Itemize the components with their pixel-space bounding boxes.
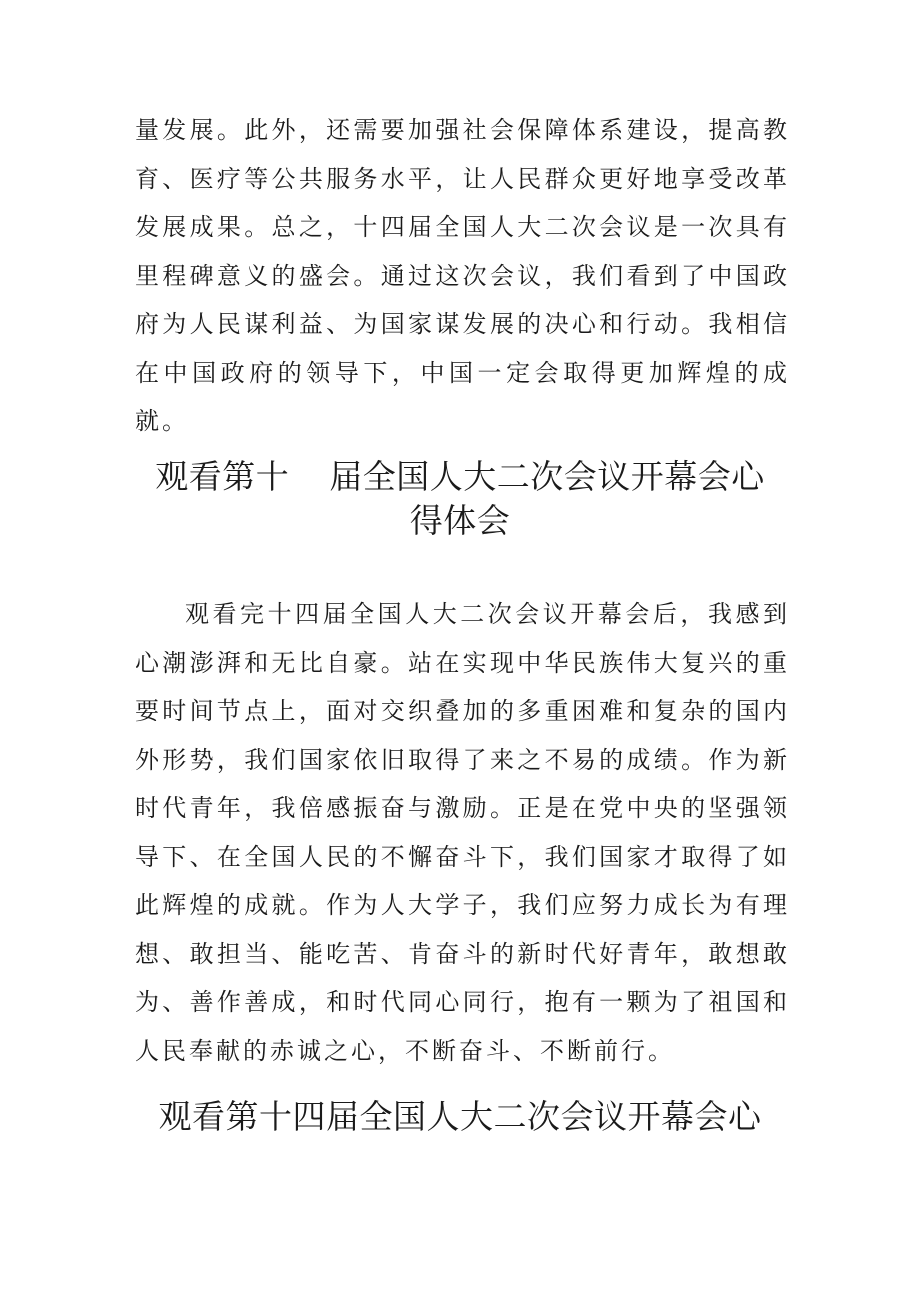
heading-text-line1: 观看第十四届全国人大二次会议开幕会心 <box>158 1097 762 1136</box>
heading-text-part: 观看第十 <box>155 457 290 496</box>
paragraph-continuation: 量发展。此外，还需要加强社会保障体系建设，提高教育、医疗等公共服务水平，让人民群众更好地享受改革发展成果。总之，十四届全国人大二次会议是一次具有里程碑意义的盛会。通过这次会议，我们看到了中国政府为人民谋利益、为国家谋发展的决心和行动。我相信在中国政府的领导下，中国一定会取得更加辉煌的成就。 <box>135 116 790 435</box>
paragraph-body: 观看完十四届全国人大二次会议开幕会后，我感到心潮澎湃和无比自豪。站在实现中华民族伟大复兴的重要时间节点上，面对交织叠加的多重困难和复杂的国内外形势，我们国家依旧取得了来之不易的成绩。作为新时代青年，我倍感振奋与激励。正是在党中央的坚强领导下、在全国人民的不懈奋斗下，我们国家才取得了如此辉煌的成就。作为人大学子，我们应努力成长为有理想、敢担当、能吃苦、肯奋斗的新时代好青年，敢想敢为、善作善成，和时代同心同行，抱有一颗为了祖国和人民奉献的赤诚之心，不断奋斗、不断前行。 <box>135 600 790 1065</box>
heading-text-part: 届全国人大二次会议开幕会心 <box>329 457 765 496</box>
section-heading <box>120 455 800 543</box>
section-heading <box>120 1095 800 1139</box>
heading-text-line2: 得体会 <box>409 501 511 540</box>
